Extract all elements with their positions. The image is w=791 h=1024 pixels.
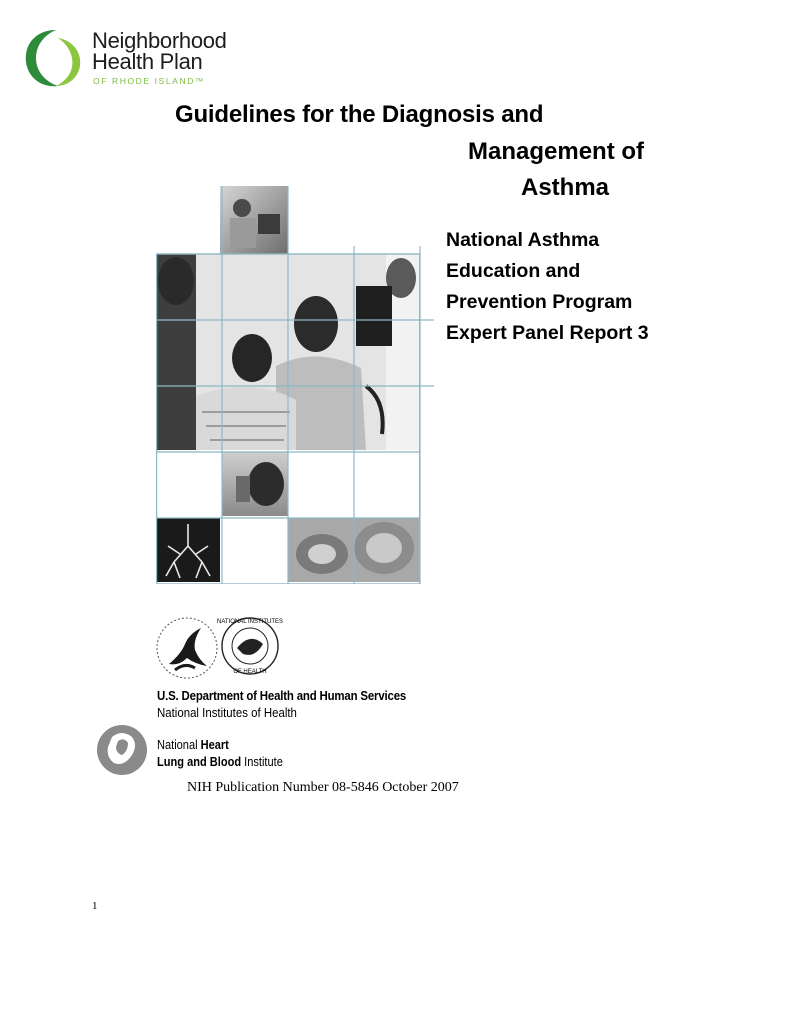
nhlbi-institute: Institute: [241, 754, 283, 769]
program-line-1: National Asthma: [446, 229, 600, 251]
program-line-3: Prevention Program: [446, 291, 633, 313]
photo-collage: [156, 186, 434, 584]
publication-number: NIH Publication Number 08-5846 October 2007: [187, 780, 459, 795]
title-line-3: Asthma: [521, 174, 610, 201]
nhlbi-pre: National: [157, 737, 201, 752]
nhlbi-lung-blood: Lung and Blood: [157, 754, 242, 769]
hhs-name: U.S. Department of Health and Human Services: [157, 688, 407, 703]
nhp-leaf-icon: [22, 26, 86, 90]
nih-seal-icon: [217, 618, 283, 675]
program-line-4: Expert Panel Report 3: [446, 322, 649, 344]
program-line-2: Education and: [446, 260, 581, 282]
agency-seals: [155, 614, 285, 684]
logo-line-1: Neighborhood: [92, 28, 227, 53]
logo-tagline: OF RHODE ISLAND™: [93, 76, 206, 86]
hhs-seal-icon: [157, 618, 217, 678]
neighborhood-health-plan-logo: [22, 26, 252, 90]
nhlbi-name-line-2: [157, 754, 283, 769]
svg-text:NATIONAL INSTITUTES: NATIONAL INSTITUTES: [216, 619, 284, 625]
nih-name: National Institutes of Health: [157, 705, 297, 720]
logo-line-2: Health Plan: [92, 49, 203, 74]
logo-wordmark: [92, 30, 227, 72]
nhlbi-name-line-1: [157, 737, 229, 752]
title-line-2: Management of: [468, 138, 645, 165]
nhlbi-logo-icon: [94, 723, 152, 777]
program-block: [446, 225, 649, 349]
clinic-photo: [220, 186, 288, 254]
inhaler-photo: [222, 452, 288, 516]
lungs-image: [156, 518, 220, 582]
page-number: 1: [92, 900, 98, 912]
svg-text:OF HEALTH: OF HEALTH: [233, 669, 267, 675]
nhlbi-heart: Heart: [200, 737, 229, 752]
title-line-1: Guidelines for the Diagnosis and: [175, 101, 544, 128]
